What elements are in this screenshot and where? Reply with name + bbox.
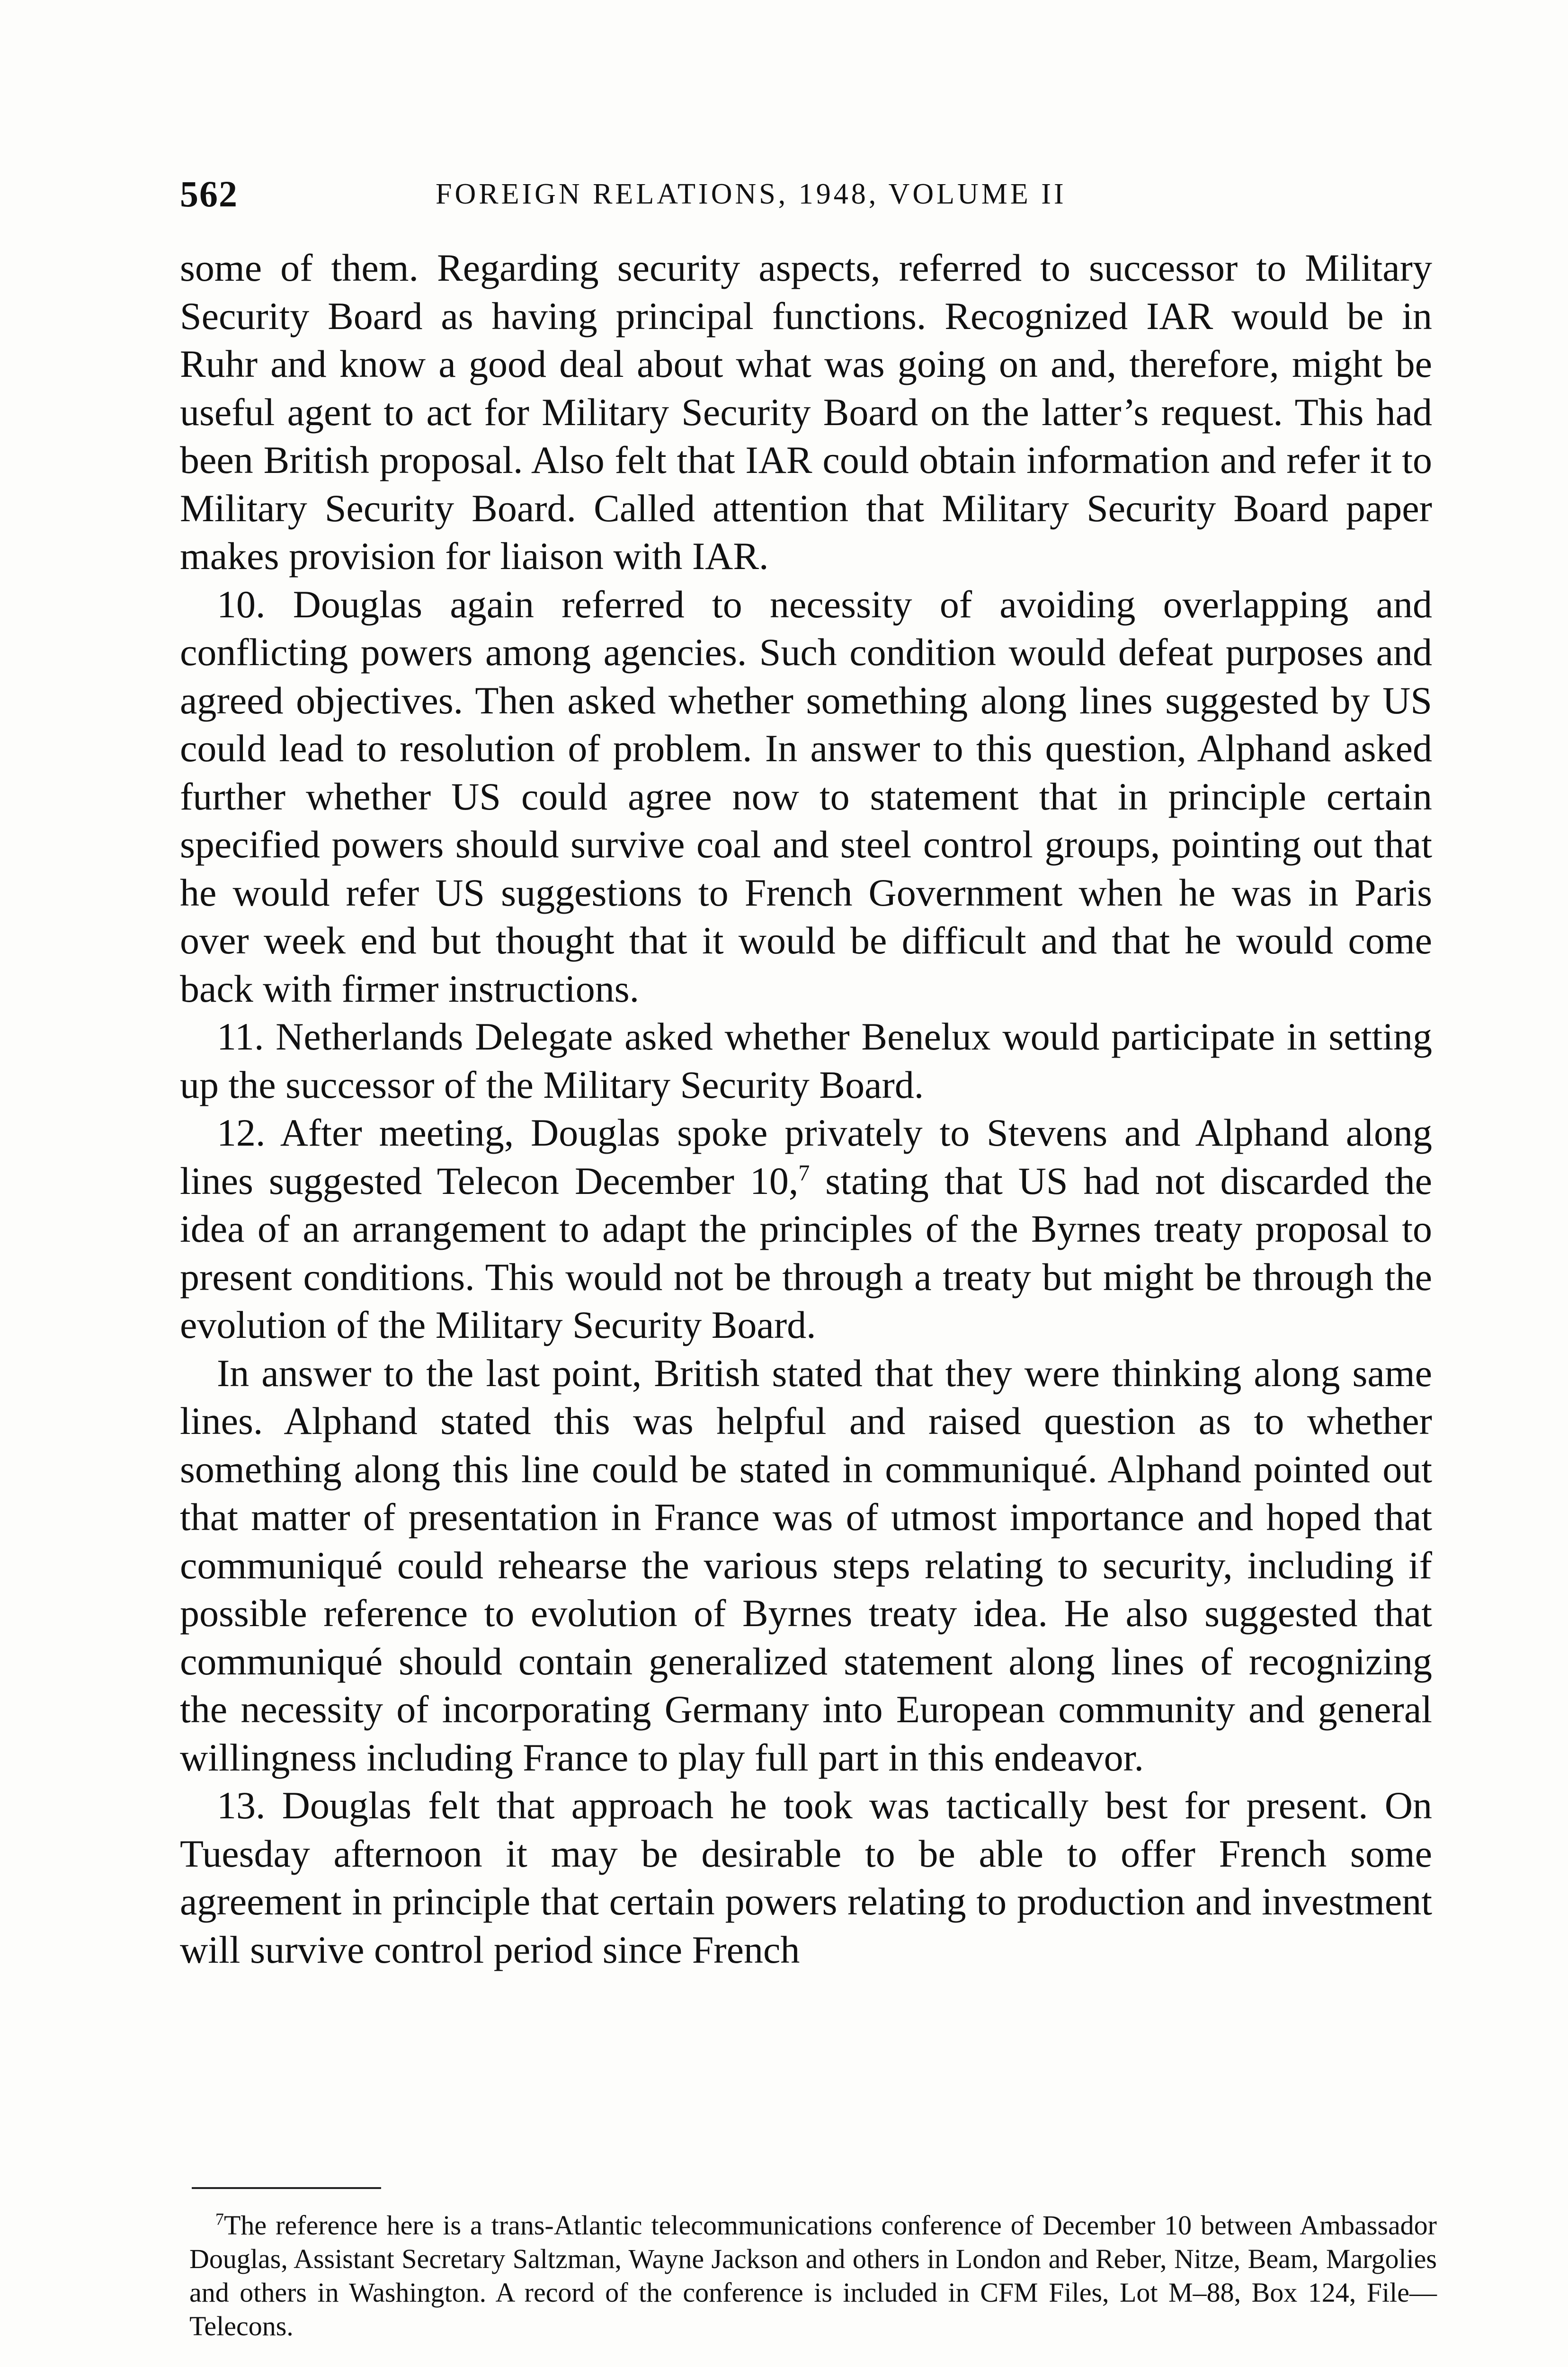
paragraph-12 xyxy=(180,1109,1432,1349)
footnote-mark: 7 xyxy=(215,2209,224,2229)
footnote-text: The reference here is a trans-Atlantic telecommunications conference of December 10 between Ambassador Douglas, Assistant Secretary Saltzman, Wayne Jackson and others in London and Reber, Nitze, Beam, Margolies and others in Washington. A record of the conference is included in CFM Files, Lot M–88, Box 124, File—Telecons. xyxy=(189,2210,1437,2341)
paragraph-12-text-before: 12. After meeting, Douglas spoke privately to Stevens and Alphand along lines suggested Telecon December 10, xyxy=(180,1111,1432,1202)
paragraph-12-text-after: stating that US had not discarded the idea of an arrangement to adapt the principles of the Byrnes treaty proposal to present conditions. This would not be through a treaty but might be through the evolution of the Military Security Board. xyxy=(180,1159,1432,1346)
paragraph-continued: some of them. Regarding security aspects, referred to successor to Military Security Board as having principal functions. Recognized IAR would be in Ruhr and know a good deal about what was going on and, therefore, might be useful agent to act for Military Security Board on the latter’s request. This had been British proposal. Also felt that IAR could obtain information and refer it to Military Security Board. Called attention that Military Security Board paper makes provision for liaison with IAR. xyxy=(180,246,1432,578)
footnotes xyxy=(189,2208,1437,2343)
paragraph-10: 10. Douglas again referred to necessity of avoiding overlapping and conflicting powers among agencies. Such condition would defeat purposes and agreed objectives. Then asked whether something along lines suggested by US could lead to resolution of problem. In answer to this question, Alphand asked further whether US could agree now to statement that in principle certain specified powers should survive coal and steel control groups, pointing out that he would refer US suggestions to French Government when he was in Paris over week end but thought that it would be difficult and that he would come back with firmer instructions. xyxy=(180,582,1432,1010)
footnote-reference[interactable]: 7 xyxy=(798,1160,810,1186)
footnote-7 xyxy=(189,2208,1437,2343)
paragraph-last-point: In answer to the last point, British stated that they were thinking along same lines. Alphand stated this was helpful and raised question as to whether something along this line could be stated in communiqué. Alphand pointed out that matter of presentation in France was of utmost importance and hoped that communiqué could rehearse the various steps relating to security, including if possible reference to evolution of Byrnes treaty idea. He also suggested that communiqué should contain generalized statement along lines of recognizing the necessity of incorporating Germany into European community and general willingness including France to play full part in this endeavor. xyxy=(180,1351,1432,1779)
running-head: FOREIGN RELATIONS, 1948, VOLUME II xyxy=(436,178,1067,210)
paragraph-11: 11. Netherlands Delegate asked whether Benelux would participate in setting up the successor of the Military Security Board. xyxy=(180,1015,1432,1106)
paragraph-13: 13. Douglas felt that approach he took was tactically best for present. On Tuesday afternoon it may be desirable to be able to offer French some agreement in principle that certain powers relating to production and investment will survive control period since French xyxy=(180,1784,1432,1971)
page-header xyxy=(180,168,1439,220)
footnote-divider xyxy=(192,2187,381,2189)
page-number: 562 xyxy=(180,173,238,214)
body-text xyxy=(180,244,1432,1974)
